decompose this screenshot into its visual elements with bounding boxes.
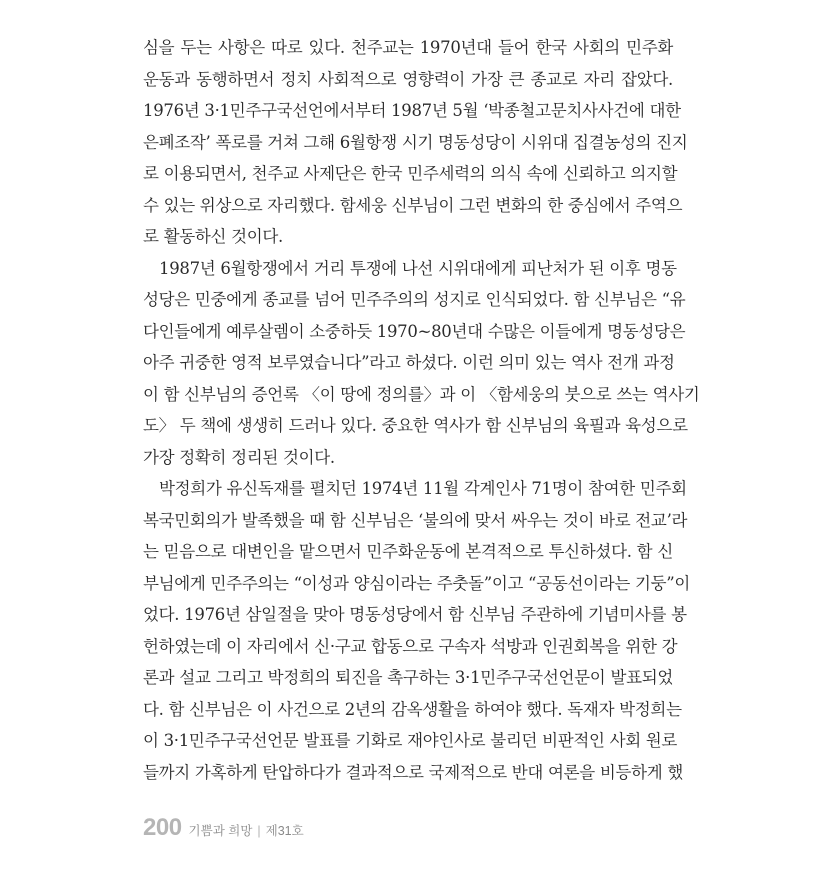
text-line: 복국민회의가 발족했을 때 함 신부님은 ‘불의에 맞서 싸우는 것이 바로 전교’라 [143, 510, 688, 530]
text-line: 수 있는 위상으로 자리했다. 함세웅 신부님이 그런 변화의 한 중심에서 주역으 [143, 195, 683, 215]
text-line: 운동과 동행하면서 정치 사회적으로 영향력이 가장 큰 종교로 자리 잡았다. [143, 69, 673, 89]
text-line: 심을 두는 사항은 따로 있다. 천주교는 1970년대 들어 한국 사회의 민주화 [143, 38, 673, 57]
text-line: 은폐조작’ 폭로를 거쳐 그해 6월항쟁 시기 명동성당이 시위대 집결농성의 진지 [143, 132, 688, 152]
page-number: 200 [143, 814, 182, 841]
text-line: 이 3·1민주구국선언문 발표를 기화로 재야인사로 불리던 비판적인 사회 원로 [143, 731, 678, 750]
body-text [143, 32, 700, 788]
text-line: 1976년 3·1민주구국선언에서부터 1987년 5월 ‘박종철고문치사사건에 대한 [143, 101, 681, 120]
paragraph-2 [143, 253, 700, 474]
paragraph-3 [143, 473, 691, 788]
text-line: 다. 함 신부님은 이 사건으로 2년의 감옥생활을 하여야 했다. 독재자 박정희는 [143, 699, 682, 719]
text-line: 도〉 두 책에 생생히 드러나 있다. 중요한 역사가 함 신부님의 육필과 육성으로 [143, 416, 688, 435]
text-line: 로 활동하신 것이다. [143, 227, 283, 246]
paragraph-1 [143, 32, 688, 253]
text-line: 로 이용되면서, 천주교 사제단은 한국 민주세력의 의식 속에 신뢰하고 의지할 [143, 164, 678, 183]
text-line: 론과 설교 그리고 박정희의 퇴진을 촉구하는 3·1민주구국선언문이 발표되었 [143, 668, 673, 687]
text-line: 다인들에게 예루살렘이 소중하듯 1970~80년대 수많은 이들에게 명동성당은 [143, 321, 686, 341]
page-footer [143, 814, 304, 844]
text-line: 부님에게 민주주의는 “이성과 양심이라는 주춧돌”이고 “공동선이라는 기둥”이 [143, 573, 691, 593]
issue-number: 제31호 [265, 824, 304, 838]
text-line: 박정희가 유신독재를 펼치던 1974년 11월 각계인사 71명이 참여한 민주회 [159, 479, 687, 498]
text-line: 이 함 신부님의 증언록 〈이 땅에 정의를〉과 이 〈함세웅의 붓으로 쓰는 역사기 [143, 384, 700, 404]
footer-separator: | [257, 824, 261, 838]
text-line: 1987년 6월항쟁에서 거리 투쟁에 나선 시위대에게 피난처가 된 이후 명동 [159, 258, 677, 278]
magazine-title: 기쁨과 희망 [188, 824, 253, 838]
text-line: 아주 귀중한 영적 보루였습니다”라고 하셨다. 이런 의미 있는 역사 전개 과정 [143, 353, 675, 372]
text-line: 들까지 가혹하게 탄압하다가 결과적으로 국제적으로 반대 여론을 비등하게 했 [143, 762, 684, 782]
text-line: 는 믿음으로 대변인을 맡으면서 민주화운동에 본격적으로 투신하셨다. 함 신 [143, 542, 673, 561]
text-line: 헌하였는데 이 자리에서 신·구교 합동으로 구속자 석방과 인권회복을 위한 강 [143, 636, 678, 656]
text-line: 었다. 1976년 삼일절을 맞아 명동성당에서 함 신부님 주관하에 기념미사를 봉 [143, 605, 687, 624]
text-line: 가장 정확히 정리된 것이다. [143, 447, 335, 467]
text-line: 성당은 민중에게 종교를 넘어 민주주의의 성지로 인식되었다. 함 신부님은 “유 [143, 290, 686, 309]
